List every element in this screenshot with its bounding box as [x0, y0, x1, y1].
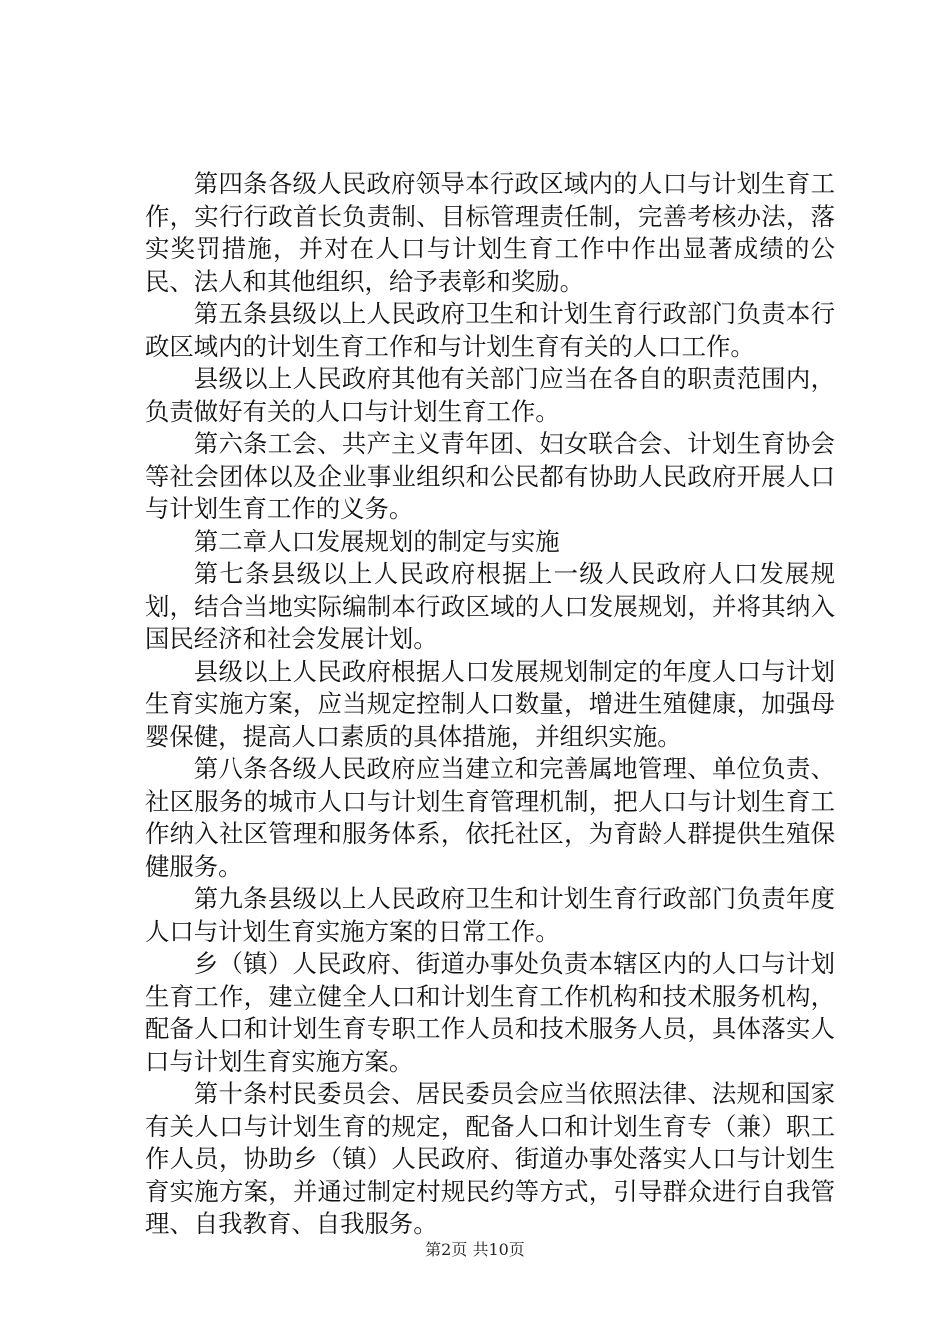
- page-number-footer: 第2页 共10页: [425, 1240, 525, 1259]
- article-7-subparagraph: 县级以上人民政府根据人口发展规划制定的年度人口与计划生育实施方案，应当规定控制人口数量，增进生殖健康，加强母婴保健，提高人口素质的具体措施，并组织实施。: [145, 656, 835, 751]
- chapter-2-heading: 第二章人口发展规划的制定与实施: [193, 526, 560, 556]
- article-6-paragraph: 第六条工会、共产主义青年团、妇女联合会、计划生育协会等社会团体以及企业事业组织和公民都有协助人民政府开展人口与计划生育工作的义务。: [145, 429, 835, 523]
- article-10-paragraph: 第十条村民委员会、居民委员会应当依照法律、法规和国家有关人口与计划生育的规定，配备人口和计划生育专（兼）职工作人员，协助乡（镇）人民政府、街道办事处落实人口与计划生育实施方案，并通过制定村规民约等方式，引导群众进行自我管理、自我教育、自我服务。: [145, 1079, 835, 1238]
- document-body: [145, 168, 835, 1241]
- article-4-paragraph: 第四条各级人民政府领导本行政区域内的人口与计划生育工作，实行行政首长负责制、目标管理责任制，完善考核办法，落实奖罚措施，并对在人口与计划生育工作中作出显著成绩的公民、法人和其他组织，给予表彰和奖励。: [145, 169, 835, 296]
- article-7-paragraph: 第七条县级以上人民政府根据上一级人民政府人口发展规划，结合当地实际编制本行政区域的人口发展规划，并将其纳入国民经济和社会发展计划。: [145, 559, 835, 653]
- article-5-subparagraph: 县级以上人民政府其他有关部门应当在各自的职责范围内，负责做好有关的人口与计划生育工作。: [145, 364, 835, 426]
- article-9-subparagraph: 乡（镇）人民政府、街道办事处负责本辖区内的人口与计划生育工作，建立健全人口和计划生育工作机构和技术服务机构，配备人口和计划生育专职工作人员和技术服务人员，具体落实人口与计划生育实施方案。: [145, 949, 835, 1076]
- article-9-paragraph: 第九条县级以上人民政府卫生和计划生育行政部门负责年度人口与计划生育实施方案的日常工作。: [145, 884, 835, 946]
- article-8-paragraph: 第八条各级人民政府应当建立和完善属地管理、单位负责、社区服务的城市人口与计划生育管理机制，把人口与计划生育工作纳入社区管理和服务体系，依托社区，为育龄人群提供生殖保健服务。: [145, 754, 835, 881]
- article-5-paragraph: 第五条县级以上人民政府卫生和计划生育行政部门负责本行政区域内的计划生育工作和与计划生育有关的人口工作。: [145, 299, 835, 361]
